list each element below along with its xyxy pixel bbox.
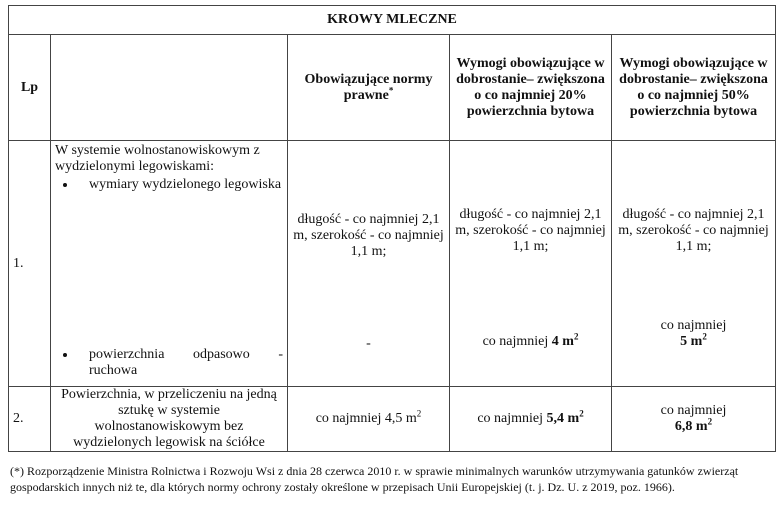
table-row [9,387,776,452]
row2-req50-sup: 2 [707,416,713,427]
row2-req50-value-wrap [616,416,771,435]
row1-legal-area: - [366,336,371,351]
row1-desc-intro: W systemie wolnostanowiskowym z wydzielonymi legowiskami: [55,143,260,174]
row2-legal [288,387,450,452]
row1-req50-area-sup: 2 [702,331,707,342]
header-req-20: Wymogi obowiązujące w dobrostanie– zwiększona o co najmniej 20% powierzchnia bytowa [450,35,612,141]
row2-req50 [612,387,776,452]
welfare-requirements-table [8,5,776,452]
row1-bullet-dimensions: • wymiary wydzielonego legowiska [77,177,283,193]
header-legal-norms-sup: * [388,84,394,95]
header-legal-norms [288,35,450,141]
row2-legal-text: co najmniej 4,5 m [315,411,417,426]
row1-lp: 1. [9,141,51,387]
row2-req50-value: 6,8 m [674,419,708,434]
row1-req20-area-prefix: co najmniej [482,334,549,349]
row1-legal-dims: długość - co najmniej 2,1 m, szerokość - co najmniej 1,1 m; [293,212,444,259]
row1-legal [288,141,450,387]
row1-req50-dims: długość - co najmniej 2,1 m, szerokość - co najmniej 1,1 m; [618,207,769,254]
row1-req20-area-sup: 2 [573,331,579,342]
table-row [9,141,776,387]
row2-req20-prefix: co najmniej [477,411,544,426]
row2-legal-sup: 2 [416,408,422,419]
row2-description: Powierzchnia, w przeliczeniu na jedną sztukę w systemie wolnostanowiskowym bez wydzielonych legowisk na ściółce [51,387,288,452]
row1-bullet-area: • powierzchnia odpasowo - ruchowa [77,347,283,379]
row1-req50-area [616,331,771,350]
row1-req50 [612,141,776,387]
header-req-50: Wymogi obowiązujące w dobrostanie– zwiększona o co najmniej 50% powierzchnia bytowa [612,35,776,141]
row1-req50-area-value: 5 m [680,334,703,349]
footnote: (*) Rozporządzenie Ministra Rolnictwa i Rozwoju Wsi z dnia 28 czerwca 2010 r. w sprawie minimalnych warunków utrzymywania gatunków zwierząt gospodarskich innych niż te, dla których normy ochrony zostały określone w przepisach Unii Europejskiej (t. j. Dz. U. z 2019, poz. 1966). [10,464,739,494]
row1-description [51,141,288,387]
row2-lp: 2. [9,387,51,452]
row2-req20-value: 5,4 m [546,411,580,426]
row1-req20-area [454,331,607,350]
table-title: KROWY MLECZNE [9,6,776,35]
row1-req20-dims: długość - co najmniej 2,1 m, szerokość - co najmniej 1,1 m; [455,207,606,254]
row1-req20 [450,141,612,387]
header-legal-norms-text: Obowiązujące normy prawne [304,71,433,103]
header-lp: Lp [9,35,51,141]
row1-req20-area-value: 4 m [551,334,574,349]
row2-req20 [450,387,612,452]
row2-req20-sup: 2 [579,408,584,419]
header-description [51,35,288,141]
row1-req50-area-prefix: co najmniej [660,318,727,333]
row2-req50-prefix: co najmniej [660,403,727,418]
